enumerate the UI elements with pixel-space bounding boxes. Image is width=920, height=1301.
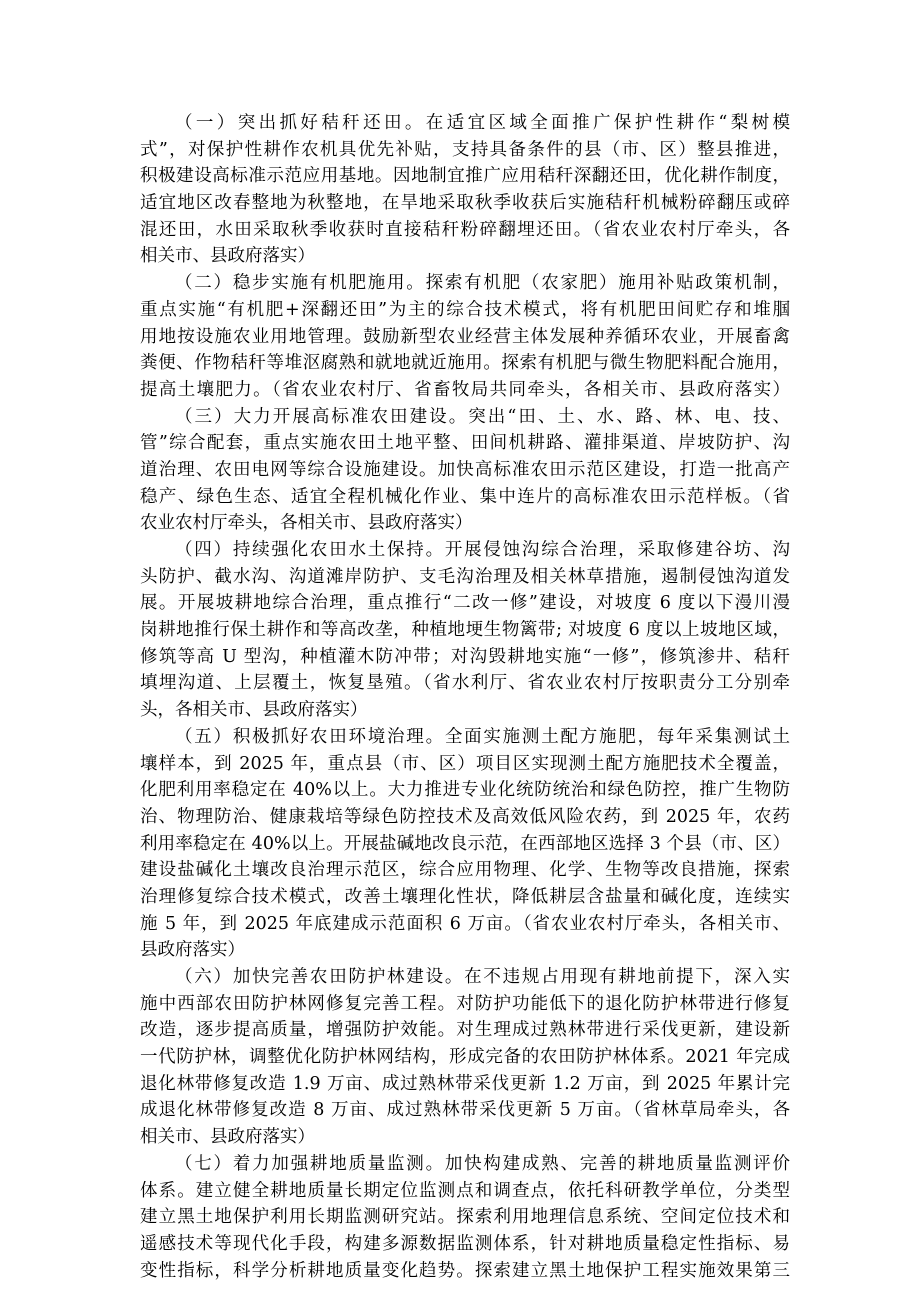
text-line: 成退化林带修复改造 8 万亩、成过熟林带采伐更新 5 万亩。（省林草局牵头，各 xyxy=(140,1100,790,1121)
text-line: 利用率稳定在 40%以上。开展盐碱地改良示范，在西部地区选择 3 个县（市、区） xyxy=(140,833,790,854)
text-line: 建设盐碱化土壤改良治理示范区，综合应用物理、化学、生物等改良措施，探索 xyxy=(140,860,790,881)
text-line: 混还田，水田采取秋季收获时直接秸秆粉碎翻埋还田。（省农业农村厅牵头，各 xyxy=(140,219,790,240)
text-line: 改造，逐步提高质量，增强防护效能。对生理成过熟林带进行采伐更新，建设新 xyxy=(140,1020,790,1041)
text-line: 粪便、作物秸秆等堆沤腐熟和就地就近施用。探索有机肥与微生物肥料配合施用， xyxy=(140,353,790,374)
paragraph-4 xyxy=(140,537,790,724)
text-line: 道治理、农田电网等综合设施建设。加快高标准农田示范区建设，打造一批高产 xyxy=(140,459,790,480)
text-line: 修筑等高 U 型沟，种植灌木防冲带；对沟毁耕地实施“一修”，修筑渗井、秸秆 xyxy=(140,646,790,667)
text-line: （四）持续强化农田水土保持。开展侵蚀沟综合治理，采取修建谷坊、沟 xyxy=(175,540,790,560)
text-line: 填埋沟道、上层覆土，恢复垦殖。（省水利厅、省农业农村厅按职责分工分别牵 xyxy=(140,673,790,694)
text-line: 治、物理防治、健康栽培等绿色防控技术及高效低风险农药，到 2025 年，农药 xyxy=(140,806,790,827)
text-line: （七）着力加强耕地质量监测。加快构建成熟、完善的耕地质量监测评价 xyxy=(175,1153,790,1174)
text-line: 头，各相关市、县政府落实） xyxy=(140,700,368,721)
text-line: 积极建设高标准示范应用基地。因地制宜推广应用秸秆深翻还田，优化耕作制度， xyxy=(140,166,790,187)
paragraph-2 xyxy=(140,270,790,403)
paragraph-5 xyxy=(140,724,790,964)
text-line: （二）稳步实施有机肥施用。探索有机肥（农家肥）施用补贴政策机制， xyxy=(175,273,790,294)
text-line: 治理修复综合技术模式，改善土壤理化性状，降低耕层含盐量和碱化度，连续实 xyxy=(140,886,790,907)
paragraph-6 xyxy=(140,964,790,1151)
text-line: 体系。建立健全耕地质量长期定位监测点和调查点，依托科研教学单位，分类型 xyxy=(140,1180,790,1201)
text-line: 适宜地区改春整地为秋整地，在旱地采取秋季收获后实施秸秆机械粉碎翻压或碎 xyxy=(140,193,790,214)
text-line: 一代防护林，调整优化防护林网结构，形成完备的农田防护林体系。2021 年完成 xyxy=(140,1047,790,1068)
text-line: 式”，对保护性耕作农机具优先补贴，支持具备条件的县（市、区）整县推进， xyxy=(140,139,790,160)
text-line: 稳产、绿色生态、适宜全程机械化作业、集中连片的高标准农田示范样板。（省 xyxy=(140,486,790,507)
text-line: 退化林带修复改造 1.9 万亩、成过熟林带采伐更新 1.2 万亩，到 2025 年累计完 xyxy=(140,1073,790,1094)
text-line: 施 5 年，到 2025 年底建成示范面积 6 万亩。（省农业农村厅牵头，各相关市、 xyxy=(140,913,790,934)
text-line: 管”综合配套，重点实施农田土地平整、田间机耕路、灌排渠道、岸坡防护、沟 xyxy=(140,433,790,454)
text-line: 头防护、截水沟、沟道滩岸防护、支毛沟治理及相关林草措施，遏制侵蚀沟道发 xyxy=(140,566,790,587)
paragraph-7 xyxy=(140,1151,790,1284)
text-line: 化肥利用率稳定在 40%以上。大力推进专业化统防统治和绿色防控，推广生物防 xyxy=(140,780,790,801)
paragraph-3 xyxy=(140,404,790,537)
document-body xyxy=(140,110,790,1284)
paragraph-1 xyxy=(140,110,790,270)
text-line: 相关市、县政府落实） xyxy=(140,1127,315,1148)
text-line: 农业农村厅牵头，各相关市、县政府落实） xyxy=(140,513,473,534)
text-line: （五）积极抓好农田环境治理。全面实施测土配方施肥，每年采集测试土 xyxy=(175,726,790,747)
text-line: 壤样本，到 2025 年，重点县（市、区）项目区实现测土配方施肥技术全覆盖， xyxy=(140,753,790,774)
text-line: 用地按设施农业用地管理。鼓励新型农业经营主体发展种养循环农业，开展畜禽 xyxy=(140,326,790,347)
text-line: 展。开展坡耕地综合治理，重点推行“二改一修”建设，对坡度 6 度以下漫川漫 xyxy=(140,593,790,614)
text-line: 岗耕地推行保土耕作和等高改垄，种植地埂生物篱带; 对坡度 6 度以上坡地区域， xyxy=(140,620,790,641)
text-line: 变性指标，科学分析耕地质量变化趋势。探索建立黑土地保护工程实施效果第三 xyxy=(140,1260,790,1281)
text-line: 相关市、县政府落实） xyxy=(140,246,315,267)
text-line: （一）突出抓好秸秆还田。在适宜区域全面推广保护性耕作“梨树模 xyxy=(175,113,790,133)
text-line: （六）加快完善农田防护林建设。在不违规占用现有耕地前提下，深入实 xyxy=(175,967,790,987)
text-line: 施中西部农田防护林网修复完善工程。对防护功能低下的退化防护林带进行修复 xyxy=(140,993,790,1014)
text-line: 提高土壤肥力。（省农业农村厅、省畜牧局共同牵头，各相关市、县政府落实） xyxy=(140,379,790,400)
text-line: 遥感技术等现代化手段，构建多源数据监测体系，针对耕地质量稳定性指标、易 xyxy=(140,1233,790,1254)
text-line: 建立黑土地保护利用长期监测研究站。探索利用地理信息系统、空间定位技术和 xyxy=(140,1207,790,1228)
text-line: （三）大力开展高标准农田建设。突出“田、土、水、路、林、电、技、 xyxy=(175,406,790,427)
text-line: 县政府落实） xyxy=(140,940,245,961)
text-line: 重点实施“有机肥+深翻还田”为主的综合技术模式，将有机肥田间贮存和堆腘 xyxy=(140,299,790,320)
